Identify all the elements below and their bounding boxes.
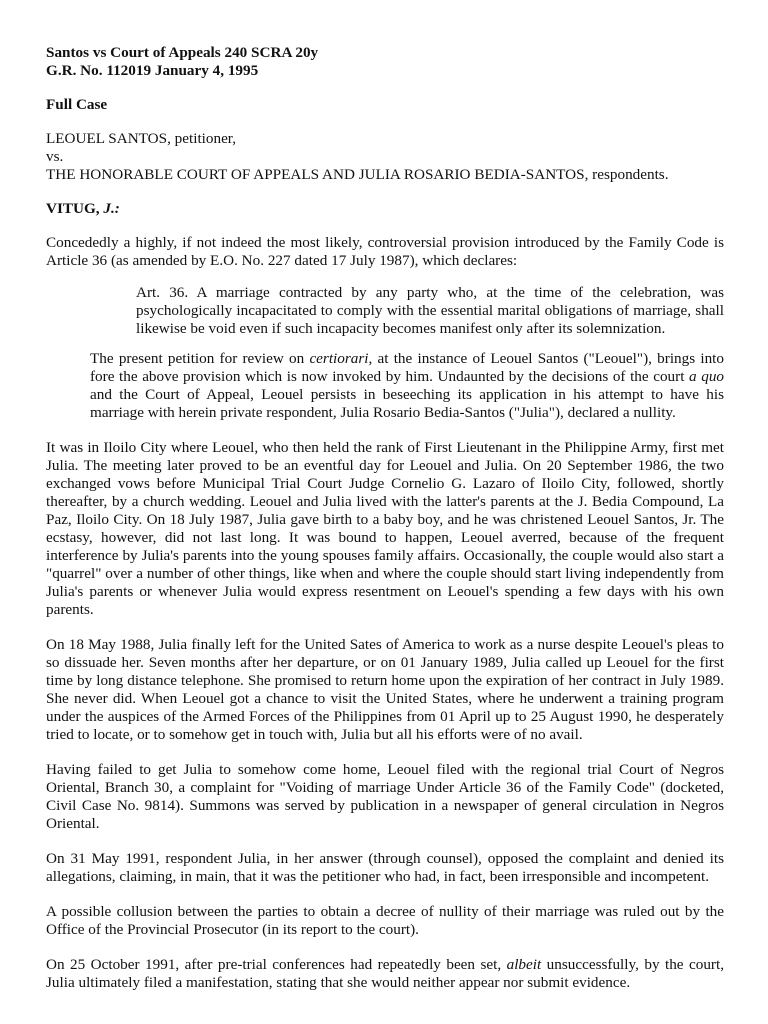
paragraph-8-italic-albeit: albeit [506,956,542,973]
paragraph-8 [46,956,724,992]
article-36-quote: Art. 36. A marriage contracted by any party who, at the time of the celebration, was psychologically incapacitated to comply with the essential marital obligations of marriage, shall likewise be void even if such incapacity becomes manifest only after its solemnization. [136,284,724,337]
versus-line: vs. [46,148,64,165]
paragraph-6: On 31 May 1991, respondent Julia, in her answer (through counsel), opposed the complaint and denied its allegations, claiming, in main, that it was the petitioner who had, in fact, been irresponsible and incompetent. [46,850,724,885]
paragraph-3: It was in Iloilo City where Leouel, who then held the rank of First Lieutenant in the Philippine Army, first met Julia. The meeting later proved to be an eventful day for Leouel and Julia. On 20 September 1986, the two exchanged vows before Municipal Trial Court Judge Cornelio G. Lazaro of Iloilo City, followed, shortly thereafter, by a church wedding. Leouel and Julia lived with the latter's parents at the J. Bedia Compound, La Paz, Iloilo City. On 18 July 1987, Julia gave birth to a baby boy, and he was christened Leouel Santos, Jr. The ecstasy, however, did not last long. It was bound to happen, Leouel averred, because of the frequent interference by Julia's parents into the young spouses family affairs. Occasionally, the couple would also start a "quarrel" over a number of other things, like when and where the couple should start living independently from Julia's parents or whenever Julia would express resentment on Leouel's spending a few days with his own parents. [46,439,724,618]
paragraph-7: A possible collusion between the parties to obtain a decree of nullity of their marriage was ruled out by the Office of the Provincial Prosecutor (in its report to the court). [46,903,724,938]
paragraph-5: Having failed to get Julia to somehow come home, Leouel filed with the regional trial Court of Negros Oriental, Branch 30, a complaint for "Voiding of marriage Under Article 36 of the Family Code" (docketed, Civil Case No. 9814). Summons was served by publication in a newspaper of general circulation in Negros Oriental. [46,761,724,832]
paragraph-2-italic-certiorari: certiorari [309,350,369,367]
paragraph-8-text-b: unsuccessfully, by the court, Julia ultimately filed a manifestation, stating that she would neither appear nor submit evidence. [46,956,725,991]
paragraph-1: Concededly a highly, if not indeed the most likely, controversial provision introduced by the Family Code is Article 36 (as amended by E.O. No. 227 dated 17 July 1987), which declares: [46,234,724,269]
paragraph-2-text-c: and the Court of Appeal, Leouel persists in beseeching its application in his attempt to have his marriage with herein private respondent, Julia Rosario Bedia-Santos ("Julia"), declared a nullity. [90,386,724,421]
petitioner-line: LEOUEL SANTOS, petitioner, [46,130,237,147]
ponente-line [46,200,724,218]
case-header [46,44,724,80]
paragraph-4: On 18 May 1988, Julia finally left for the United Sates of America to work as a nurse despite Leouel's pleas to so dissuade her. Seven months after her departure, or on 01 January 1989, Julia called up Leouel for the first time by long distance telephone. She promised to return home upon the expiration of her contract in July 1989. She never did. When Leouel got a chance to visit the United States, where he underwent a training program under the auspices of the Armed Forces of the Philippines from 01 April up to 25 August 1990, he desperately tried to locate, or to somehow get in touch with, Julia but all his efforts were of no avail. [46,636,724,743]
paragraph-2-text-b: , at the instance of Leouel Santos ("Leouel"), brings into fore the above provision which is now invoked by him. Undaunted by the decisions of the court [90,350,724,385]
paragraph-2-text-a: The present petition for review on [90,350,310,367]
ponente-suffix: J.: [103,200,120,217]
paragraph-8-text-a: On 25 October 1991, after pre-trial conferences had repeatedly been set, [46,956,507,973]
ponente-name: VITUG, [46,200,104,217]
respondents-line: THE HONORABLE COURT OF APPEALS AND JULIA ROSARIO BEDIA-SANTOS, respondents. [46,166,669,183]
parties-block [46,130,724,184]
case-title: Santos vs Court of Appeals 240 SCRA 20y [46,44,319,61]
gr-number: G.R. No. 112019 January 4, 1995 [46,62,259,79]
full-case-heading: Full Case [46,96,108,113]
paragraph-2-italic-a-quo: a quo [689,368,725,385]
paragraph-2 [90,350,724,422]
